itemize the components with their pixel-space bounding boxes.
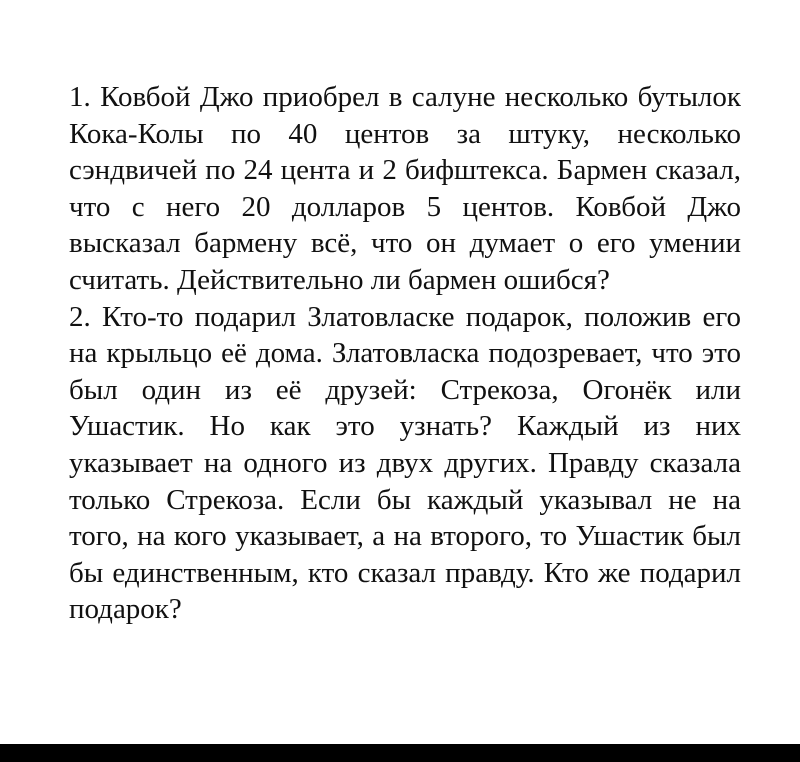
problem-2-text: 2. Кто-то подарил Златовласке подарок, положив его на крыльцо её дома. Златовласка подозревает, что это был один из её друзей: Стрекоза, Огонёк или Ушастик. Но как это узнать? Каждый из них указывает на одного из двух других. Правду сказала только Стрекоза. Если бы каждый указывал не на того, на кого указывает, а на второго, то Ушастик был бы единственным, кто сказал правду. Кто же подарил подарок? — [69, 300, 741, 626]
bottom-black-bar — [0, 744, 800, 762]
problem-text-block — [69, 79, 741, 628]
problem-1-text: 1. Ковбой Джо приобрел в салуне несколько бутылок Кока-Колы по 40 центов за штуку, несколько сэндвичей по 24 цента и 2 бифштекса. Бармен сказал, что с него 20 долларов 5 центов. Ковбой Джо высказал бармену всё, что он думает о его умении считать. Действительно ли бармен ошибся? — [69, 81, 741, 296]
